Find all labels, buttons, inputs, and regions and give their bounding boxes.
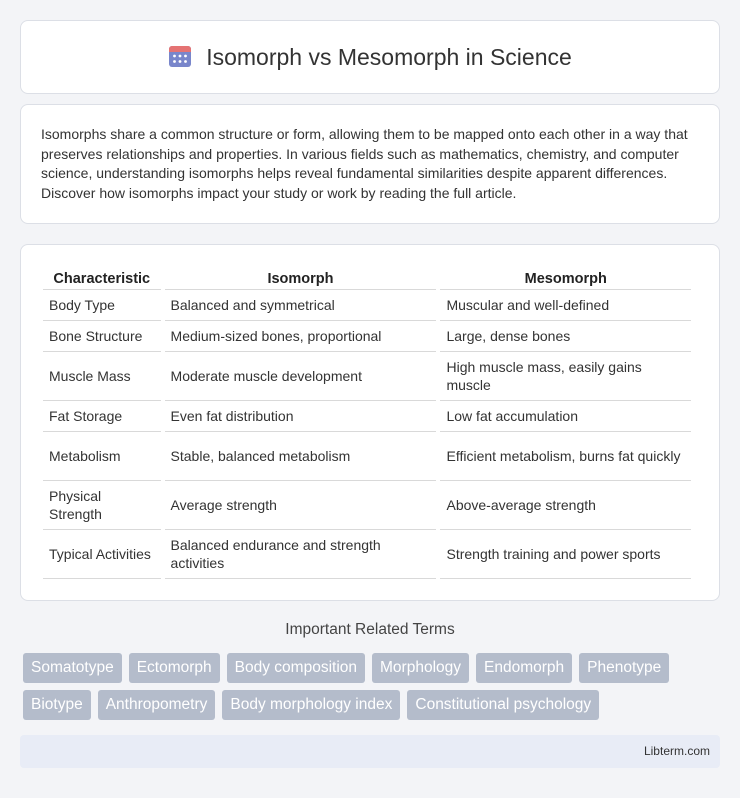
- footer: [20, 735, 720, 768]
- table-row: [43, 530, 691, 579]
- cell-isomorph: Moderate muscle development: [165, 352, 437, 401]
- table-row: [43, 481, 691, 530]
- cell-mesomorph: Efficient metabolism, burns fat quickly: [440, 432, 691, 481]
- table-row: [43, 401, 691, 432]
- table-row: [43, 432, 691, 481]
- cell-isomorph: Balanced endurance and strength activities: [165, 530, 437, 579]
- cell-characteristic: Typical Activities: [43, 530, 161, 579]
- table-row: [43, 321, 691, 352]
- intro-card: [20, 104, 720, 224]
- cell-mesomorph: Above-average strength: [440, 481, 691, 530]
- tag-endomorph[interactable]: Endomorph: [476, 653, 572, 683]
- cell-isomorph: Stable, balanced metabolism: [165, 432, 437, 481]
- cell-characteristic: Body Type: [43, 290, 161, 321]
- tag-morphology[interactable]: Morphology: [372, 653, 469, 683]
- tag-ectomorph[interactable]: Ectomorph: [129, 653, 220, 683]
- tag-somatotype[interactable]: Somatotype: [23, 653, 122, 683]
- table-row: [43, 352, 691, 401]
- related-terms-title: Important Related Terms: [285, 621, 455, 638]
- tag-anthropometry[interactable]: Anthropometry: [98, 690, 216, 720]
- tag-constitutional-psychology[interactable]: Constitutional psychology: [407, 690, 599, 720]
- cell-mesomorph: Strength training and power sports: [440, 530, 691, 579]
- tag-body-composition[interactable]: Body composition: [227, 653, 365, 683]
- title-card: [20, 20, 720, 94]
- cell-mesomorph: Muscular and well-defined: [440, 290, 691, 321]
- calendar-icon: [168, 42, 192, 73]
- related-terms-list: [23, 653, 723, 720]
- intro-text: Isomorphs share a common structure or form, allowing them to be mapped onto each other in a way that preserves relationships and properties. In various fields such as mathematics, chemistry, and computer science, understanding isomorphs helps reveal fundamental similarities despite apparent differences. Discover how isomorphs impact your study or work by reading the full article.: [41, 126, 688, 201]
- header-mesomorph: Mesomorph: [440, 265, 691, 290]
- table-row: [43, 290, 691, 321]
- cell-mesomorph: High muscle mass, easily gains muscle: [440, 352, 691, 401]
- cell-characteristic: Muscle Mass: [43, 352, 161, 401]
- footer-site-link[interactable]: Libterm.com: [643, 744, 710, 758]
- cell-mesomorph: Low fat accumulation: [440, 401, 691, 432]
- cell-characteristic: Bone Structure: [43, 321, 161, 352]
- tag-body-morphology-index[interactable]: Body morphology index: [222, 690, 400, 720]
- cell-isomorph: Average strength: [165, 481, 437, 530]
- tag-phenotype[interactable]: Phenotype: [579, 653, 669, 683]
- page-title: Isomorph vs Mesomorph in Science: [206, 43, 572, 70]
- tag-biotype[interactable]: Biotype: [23, 690, 91, 720]
- cell-isomorph: Balanced and symmetrical: [165, 290, 437, 321]
- comparison-card: [20, 244, 720, 601]
- table-header-row: [43, 265, 691, 290]
- comparison-table: [39, 265, 695, 579]
- cell-mesomorph: Large, dense bones: [440, 321, 691, 352]
- cell-isomorph: Even fat distribution: [165, 401, 437, 432]
- cell-characteristic: Fat Storage: [43, 401, 161, 432]
- cell-characteristic: Metabolism: [43, 432, 161, 481]
- cell-characteristic: Physical Strength: [43, 481, 161, 530]
- header-isomorph: Isomorph: [165, 265, 437, 290]
- header-characteristic: Characteristic: [43, 265, 161, 290]
- cell-isomorph: Medium-sized bones, proportional: [165, 321, 437, 352]
